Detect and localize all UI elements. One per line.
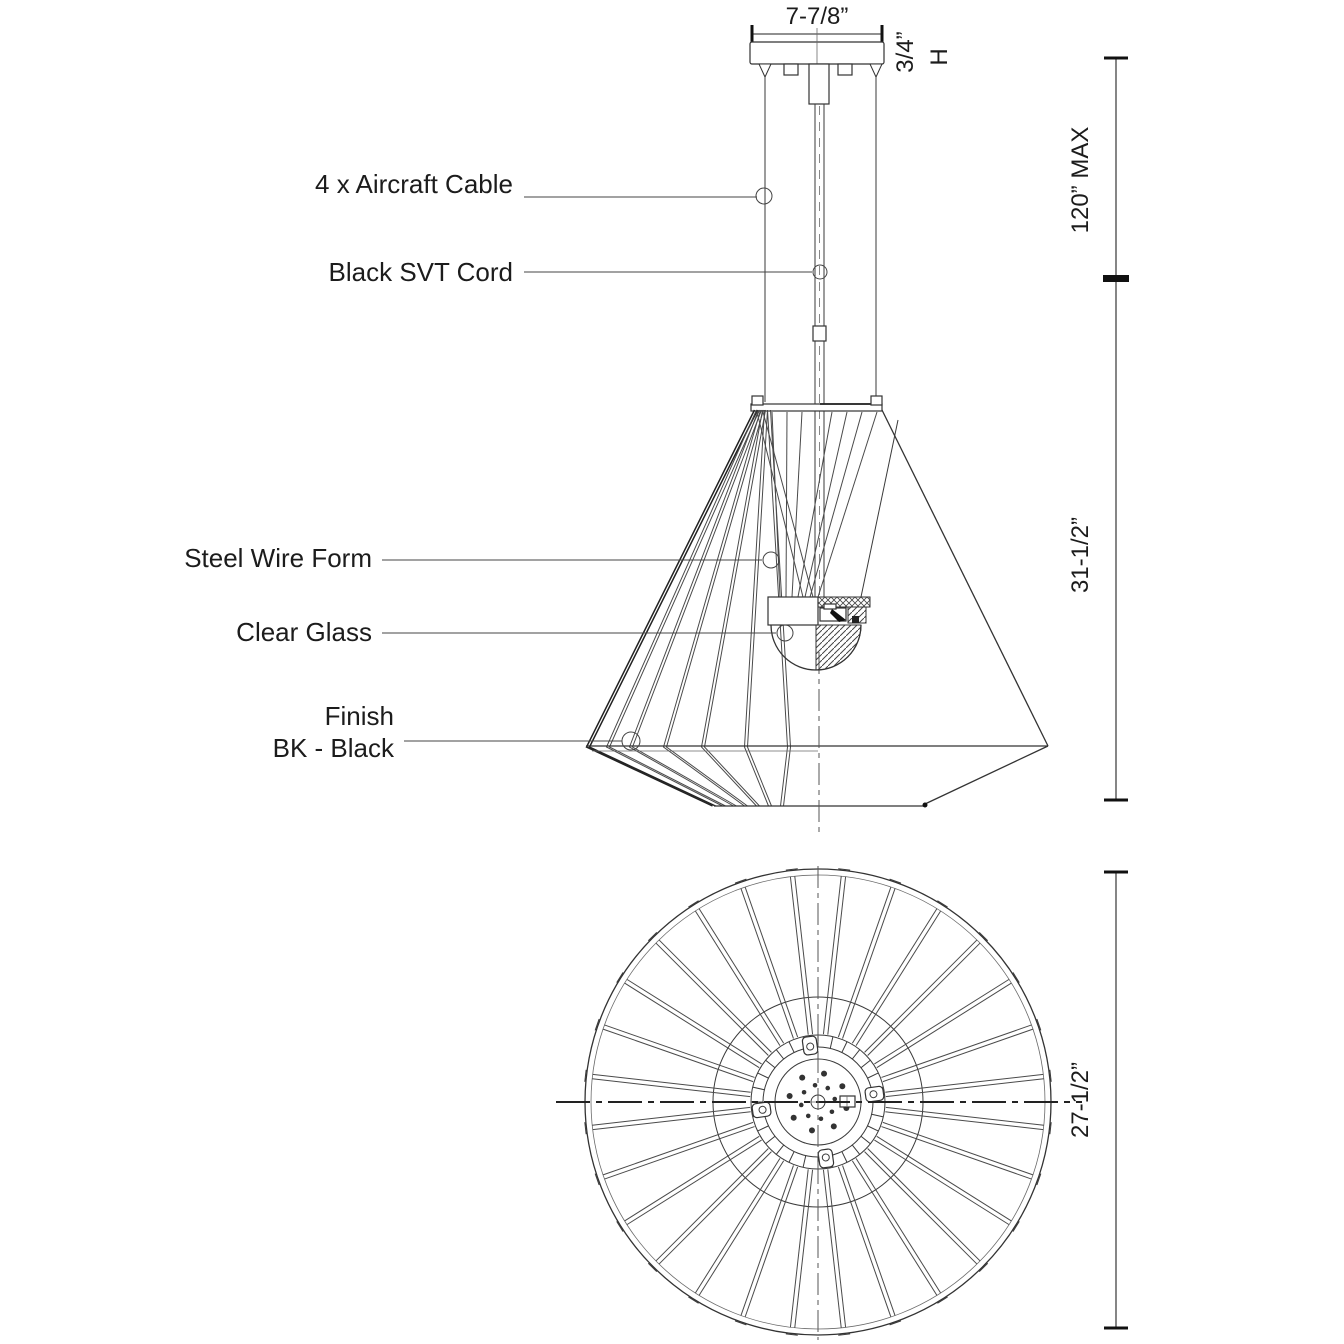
canopy-height-text: 3/4” <box>892 31 919 73</box>
finish-label-line1: Finish <box>324 701 394 731</box>
wire-form-top-ring <box>751 396 882 411</box>
elevation-view <box>184 3 1129 835</box>
steel-wire-form-label: Steel Wire Form <box>184 543 372 573</box>
dimension-break-tick <box>1103 275 1129 282</box>
clear-glass-label: Clear Glass <box>236 617 372 647</box>
clear-glass-callout <box>236 617 793 647</box>
max-height-text: 120” MAX <box>1067 126 1094 234</box>
ring-fitting-right <box>871 396 882 405</box>
bundle-wires <box>757 412 877 597</box>
diameter-text: 27-1/2” <box>1067 1061 1094 1139</box>
cone-right-edge <box>882 410 1048 746</box>
finish-callout <box>273 701 640 763</box>
svt-cord-label: Black SVT Cord <box>328 257 513 287</box>
canopy-height-suffix-text: H <box>926 48 953 66</box>
aircraft-cable-callout <box>315 169 772 204</box>
hub-housing <box>768 597 818 625</box>
cable-gripper-left <box>759 64 771 77</box>
aircraft-cables <box>765 77 876 402</box>
finish-label-line2: BK - Black <box>272 733 394 763</box>
canopy-tab-right <box>838 64 852 75</box>
diameter-dimension <box>1067 872 1128 1328</box>
canopy-tab-left <box>784 64 798 75</box>
body-height-text: 31-1/2” <box>1067 516 1094 594</box>
canopy-stem <box>809 64 829 104</box>
height-dimension <box>1067 58 1129 800</box>
ring-fitting-left <box>752 396 763 405</box>
hub-suspension-cable <box>861 420 898 597</box>
canopy-height-dimension <box>892 31 953 72</box>
canopy <box>750 28 884 104</box>
svt-cord-callout <box>329 257 827 287</box>
svt-cord <box>813 104 826 597</box>
canopy-width-text: 7-7/8” <box>785 3 849 30</box>
cable-gripper-right <box>870 64 882 77</box>
right-kink <box>925 746 1048 804</box>
plan-view <box>556 866 1128 1340</box>
cord-connector <box>813 326 826 341</box>
aircraft-cable-label: 4 x Aircraft Cable <box>315 169 513 199</box>
glass-dome-section <box>816 625 861 670</box>
